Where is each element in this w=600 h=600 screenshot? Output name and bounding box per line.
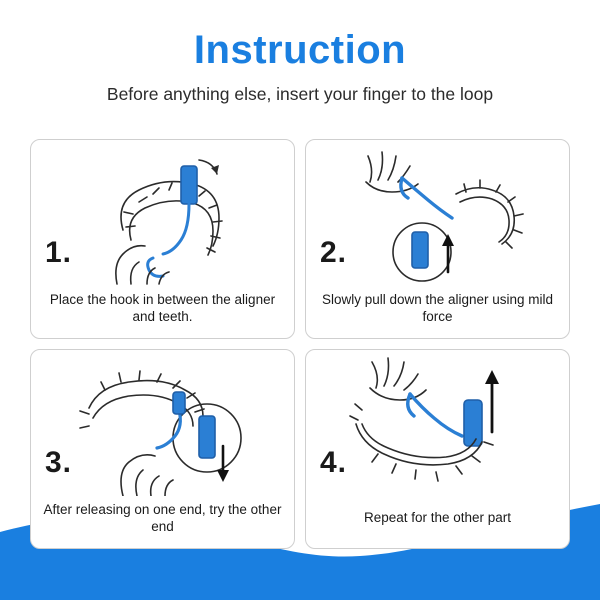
step-card-1 bbox=[30, 139, 295, 339]
step-number-3: 3. bbox=[45, 446, 73, 479]
step-caption-1: Place the hook in between the aligner and teeth. bbox=[49, 291, 276, 325]
step-number-4: 4. bbox=[320, 446, 348, 479]
step-card-3 bbox=[30, 349, 295, 549]
steps-grid bbox=[30, 139, 570, 564]
step-card-2 bbox=[305, 139, 570, 339]
page-title: Instruction bbox=[193, 28, 407, 72]
step-caption-4: Repeat for the other part bbox=[363, 510, 512, 526]
step-number-1: 1. bbox=[45, 236, 73, 269]
step-caption-3: After releasing on one end, try the other end bbox=[43, 501, 282, 535]
step-caption-2: Slowly pull down the aligner using mild force bbox=[321, 291, 554, 325]
step-number-2: 2. bbox=[320, 236, 348, 269]
step-card-4 bbox=[305, 349, 570, 549]
page-subtitle: Before anything else, insert your finger to the loop bbox=[106, 84, 494, 104]
